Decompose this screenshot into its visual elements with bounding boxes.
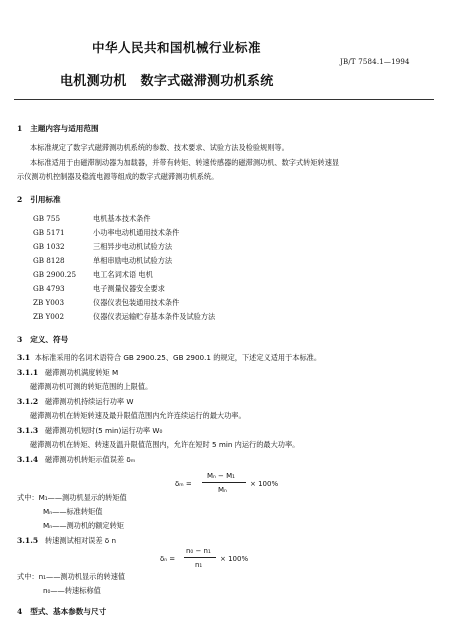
ref-name: 电子测量仪器安全要求 (93, 284, 165, 293)
section-4-heading: 4 型式、基本参数与尺寸 (17, 607, 107, 616)
formula-2-var: n₀——转速标称值 (43, 586, 101, 595)
definition-3-1-3-title: 3.1.3 磁滞测功机短时(5 min)运行功率 W₀ (17, 426, 163, 435)
formula-1-denominator: Mₙ (218, 486, 227, 494)
ref-code: ZB Y003 (33, 298, 65, 307)
ref-code: GB 4793 (33, 284, 65, 293)
formula-1-lhs: δₘ = (175, 480, 192, 488)
formula-1-rhs: × 100% (250, 480, 279, 488)
section-2-heading: 2 引用标准 (17, 195, 61, 204)
formula-1-var: Mₙ——标准转矩值 (43, 507, 103, 516)
formula-2-denominator: n₁ (195, 561, 203, 569)
ref-code: GB 5171 (33, 228, 65, 237)
scope-paragraph-2: 本标准适用于由磁滞制动器为加载器，并带有转矩、转速传感器的磁滞测功机、数字式转矩转速显 (30, 158, 340, 167)
ref-name: 小功率电动机通用技术条件 (93, 228, 180, 237)
formula-2-rhs: × 100% (220, 555, 249, 563)
section-3-heading: 3 定义、符号 (17, 335, 69, 344)
formula-1-fraction-bar (202, 482, 246, 483)
definition-3-1-3-text: 磁滞测功机在转矩、转速及温升限值范围内，允许在短时 5 min 内运行的最大功率。 (30, 440, 300, 449)
ref-code: GB 1032 (33, 242, 65, 251)
formula-2-numerator: n₀ − n₁ (186, 547, 211, 555)
header-divider (14, 99, 434, 100)
definition-3-1-5-title: 3.1.5 转速测试相对误差 δ n (17, 536, 117, 545)
formula-1-numerator: Mₙ − M₁ (207, 472, 235, 480)
ref-code: GB 8128 (33, 256, 65, 265)
ref-name: 仪器仪表运输贮存基本条件及试验方法 (93, 312, 216, 321)
section-1-heading: 1 主题内容与适用范围 (17, 124, 99, 133)
ref-code: ZB Y002 (33, 312, 65, 321)
standard-org-header: 中华人民共和国机械行业标准 (92, 40, 262, 55)
definition-3-1-2-text: 磁滞测功机在转矩转速及最升限值范围内允许连续运行的最大功率。 (30, 411, 246, 420)
standard-code: JB/T 7584.1—1994 (340, 58, 410, 66)
definition-3-1-4-title: 3.1.4 磁滞测功机转矩示值误差 δₘ (17, 455, 136, 464)
definition-3-1-2-title: 3.1.2 磁滞测功机持续运行功率 W (17, 397, 134, 406)
formula-2-where: 式中：n₁——测功机显示的转速值 (17, 572, 126, 581)
ref-code: GB 2900.25 (33, 270, 77, 279)
formula-2-fraction-bar (184, 557, 216, 558)
definition-3-1-1-title: 3.1.1 磁滞测功机满度转矩 M (17, 368, 119, 377)
scope-paragraph-1: 本标准规定了数字式磁滞测功机系统的参数、技术要求、试验方法及检验规则等。 (30, 143, 289, 152)
ref-name: 三相异步电动机试验方法 (93, 242, 173, 251)
formula-1-var: Mₙ——测功机的额定转矩 (43, 521, 124, 530)
formula-1-where: 式中：M₁——测功机显示的转矩值 (17, 493, 127, 502)
ref-name: 电工名词术语 电机 (93, 270, 153, 279)
standard-title (60, 70, 274, 89)
definition-3-1-1-text: 磁滞测功机可测的转矩范围的上限值。 (30, 382, 153, 391)
definition-3-1: 3.1 本标准采用的名词术语符合 GB 2900.25、GB 2900.1 的规定，下述定义适用于本标准。 (17, 353, 322, 362)
ref-code: GB 755 (33, 214, 61, 223)
title-left: 电机测功机 (60, 74, 127, 89)
ref-name: 单相串励电动机试验方法 (93, 256, 173, 265)
title-right: 数字式磁滞测功机系统 (140, 74, 274, 89)
formula-2-lhs: δₙ = (160, 555, 176, 563)
ref-name: 仪器仪表包装通用技术条件 (93, 298, 180, 307)
ref-name: 电机基本技术条件 (93, 214, 151, 223)
scope-paragraph-3: 示仪测功机控制器及稳流电源等组成的数字式磁滞测功机系统。 (17, 172, 219, 181)
